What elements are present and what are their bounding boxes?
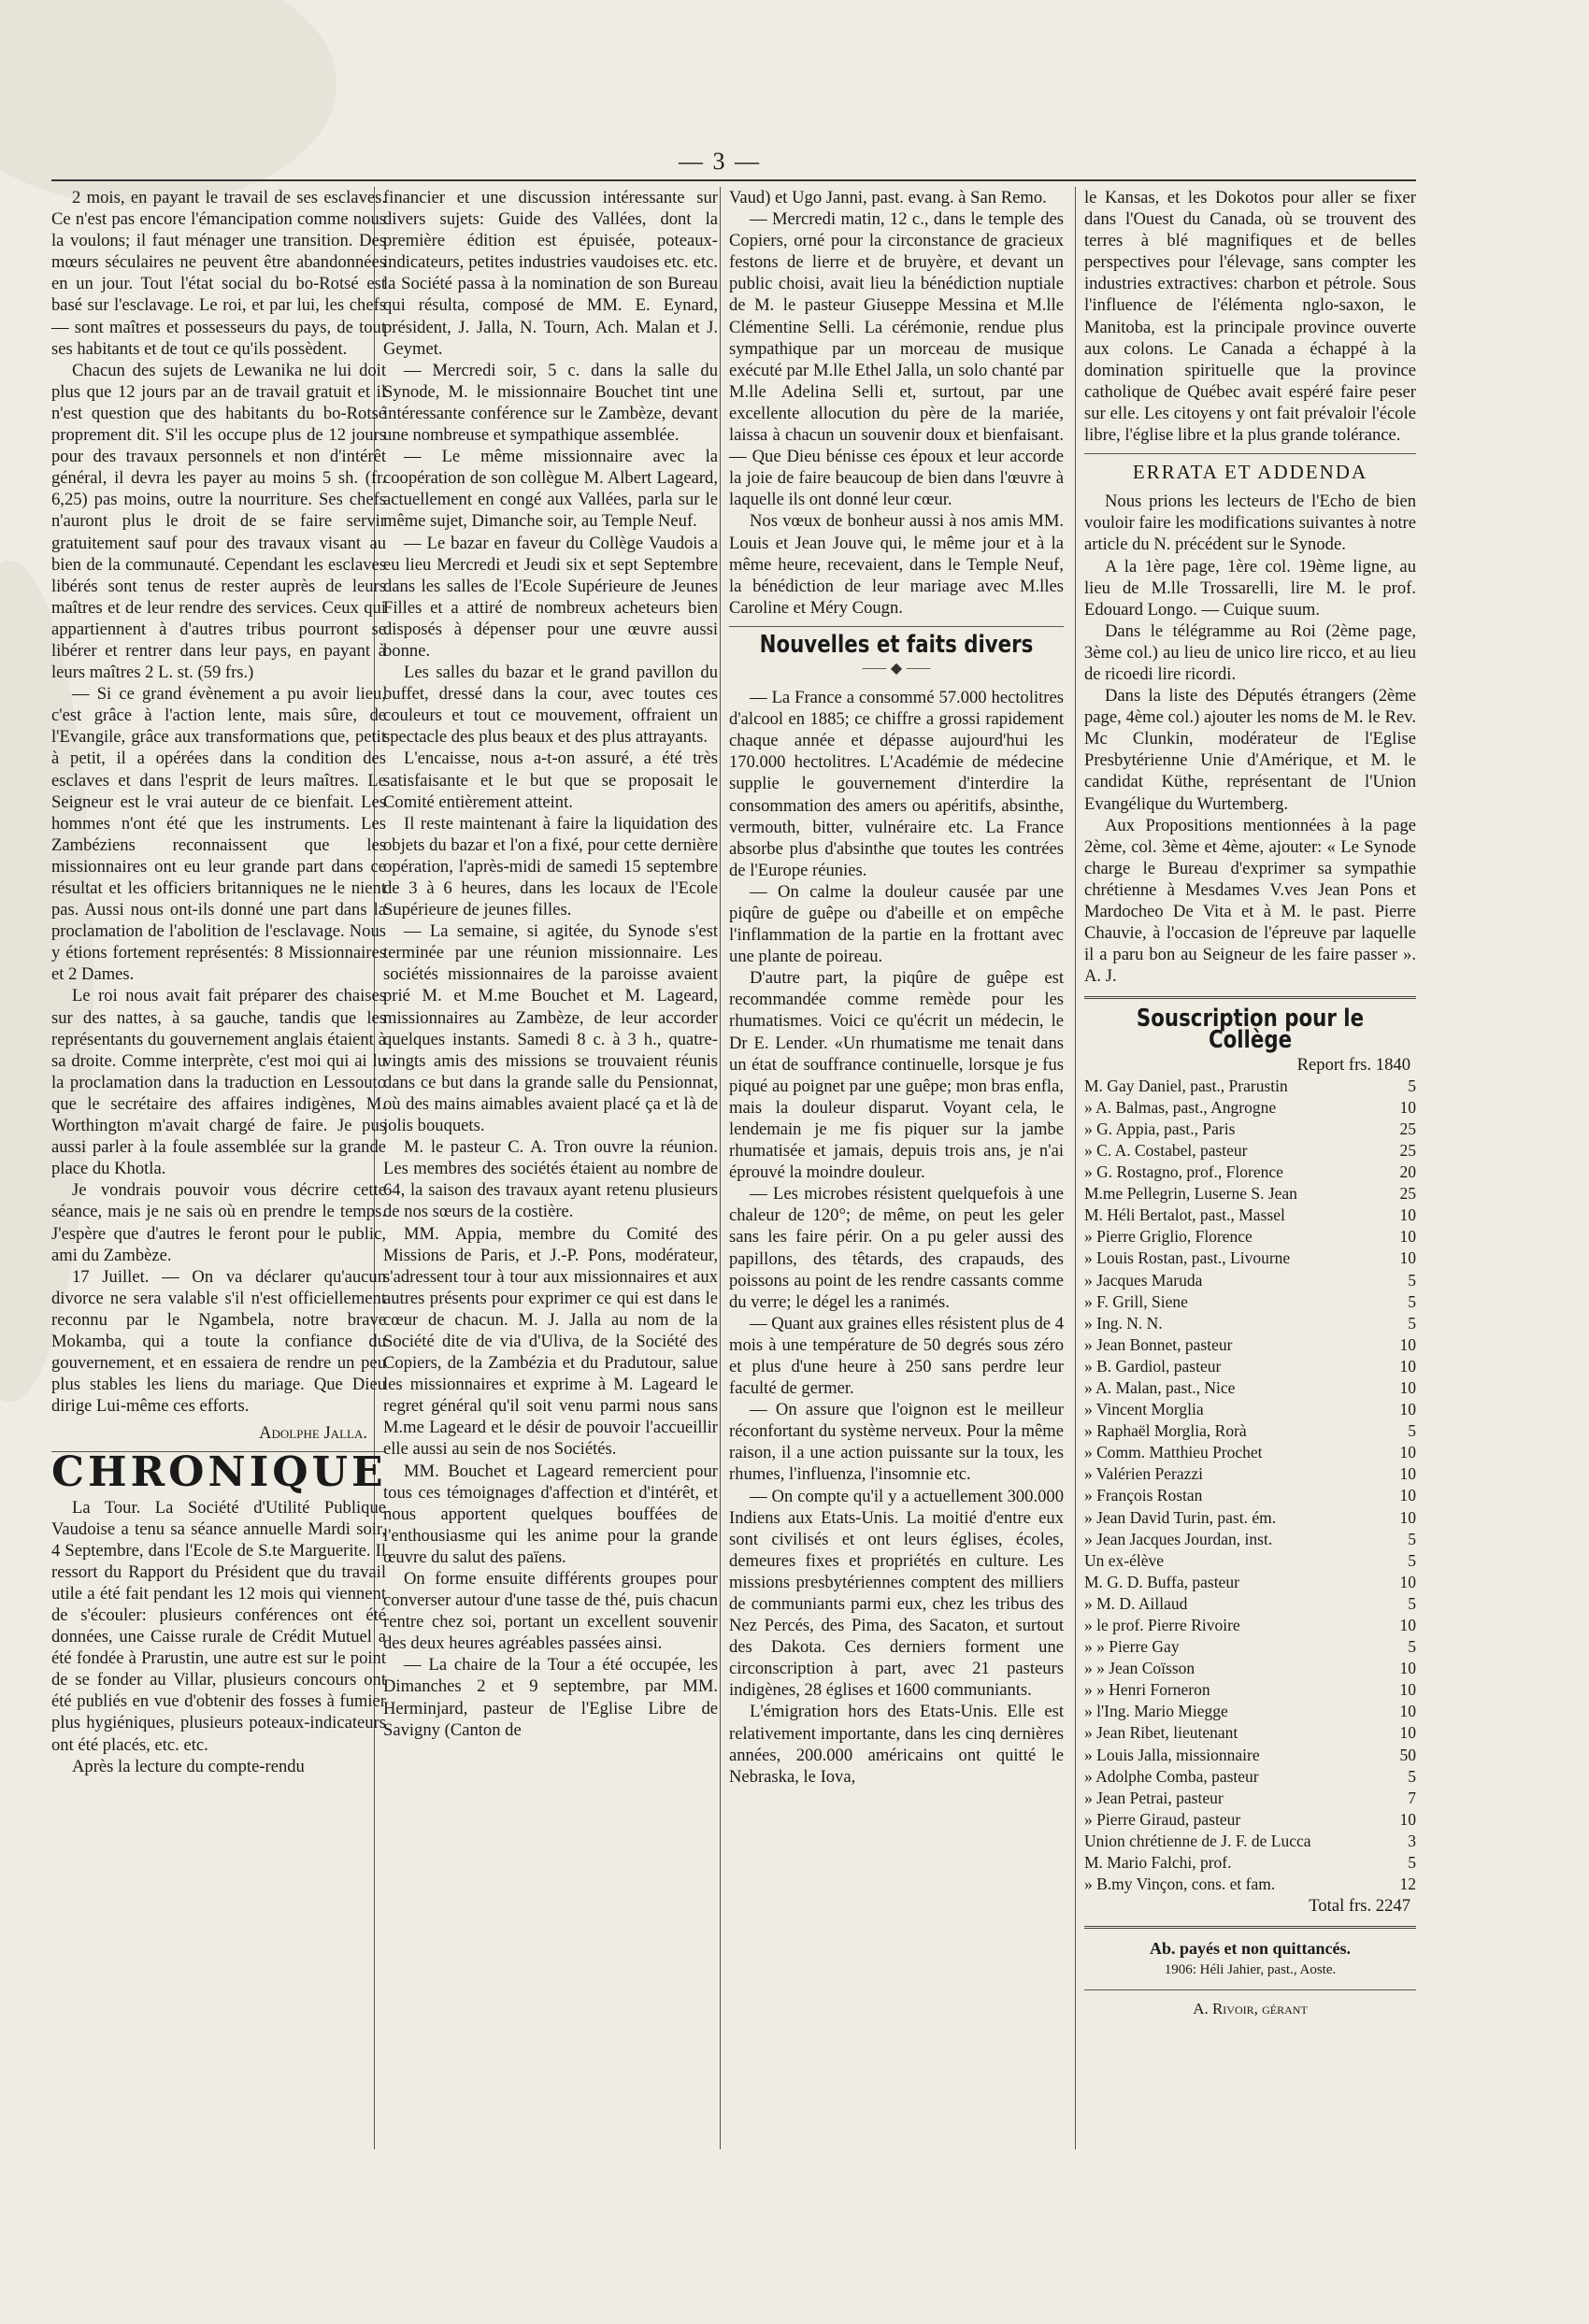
article-paragraph: L'encaisse, nous a-t-on assuré, a été très satisfaisante et le but que se proposait le Comité entièrement atteint. [383,749,718,812]
ornament-divider: ⸺ ◆ ⸺ [861,660,932,677]
subscription-amount: 10 [1399,1227,1416,1247]
subscription-row [1084,1183,1416,1205]
subscription-amount: 10 [1399,1334,1416,1354]
subscriber-name: » Louis Jalla, missionnaire [1084,1745,1260,1764]
subscriber-name: » Jean Petrai, pasteur [1084,1788,1224,1807]
subscriber-name: » Valérien Perazzi [1084,1464,1203,1484]
subscriber-name: » B.my Vinçon, cons. et fam. [1084,1875,1276,1894]
column-2 [383,187,718,1741]
subscription-amount: 10 [1399,1809,1416,1829]
subscription-row [1084,1140,1416,1162]
subscriber-name: » F. Grill, Siene [1084,1291,1188,1311]
article-paragraph: Nos vœux de bonheur aussi à nos amis MM. Louis et Jean Jouve qui, le même jour et à la même heure, recevaient, dans le Temple Neuf, la bénédiction de leur mariage avec M.lles Caroline et Méry Cougn. [729,511,1064,618]
subscriber-name: » Louis Rostan, past., Livourne [1084,1248,1291,1268]
subscription-amount: 10 [1399,1659,1416,1678]
subscription-row [1084,1420,1416,1442]
subscription-amount: 50 [1399,1745,1416,1764]
subscriber-name: » G. Appia, past., Paris [1084,1119,1236,1138]
subscription-row [1084,1593,1416,1615]
article-paragraph: financier et une discussion intéressante sur divers sujets: Guide des Vallées, dont la première édition est épuisée, poteaux-indicateurs, petites industries vaudoises etc. etc. la Société passa à la nomination de son Bureau qui résulta, composé de MM. E. Eynard, président, J. Jalla, N. Tourn, Ach. Malan et J. Geymet. [383,188,718,359]
subscriber-name: » » Henri Forneron [1084,1680,1210,1700]
chronique-paragraph: Après la lecture du compte-rendu [72,1756,305,1776]
section-rule [1084,996,1416,999]
report-line: Report frs. 1840 [1296,1054,1410,1075]
subscriber-name: M.me Pellegrin, Luserne S. Jean [1084,1184,1297,1204]
errata-heading: ERRATA ET ADDENDA [1132,461,1368,484]
article-paragraph: — Mercredi soir, 5 c. dans la salle du Synode, M. le missionnaire Bouchet tint une intéressante conférence sur le Zambèze, devant une nombreuse et sympathique assemblée. [383,360,718,446]
nouvelles-heading: Nouvelles et faits divers [759,630,1034,659]
subscription-amount: 12 [1399,1875,1416,1894]
subscription-amount: 5 [1408,1313,1416,1333]
section-rule [1084,1989,1416,1990]
subscription-row [1084,1076,1416,1097]
subscription-row [1084,1507,1416,1529]
subscription-row [1084,1722,1416,1744]
article-paragraph: MM. Bouchet et Lageard remercient pour tous ces témoignages d'affection et d'intérêt, et nous apportent quelques bouffées de l'enthousiasme qui les anime pour la grande œuvre du salut des païens. [383,1461,718,1567]
section-rule [1084,1926,1416,1929]
header-rule [51,179,1416,181]
subscription-amount: 25 [1399,1184,1416,1204]
subscription-list [1084,1076,1416,1896]
subscription-amount: 10 [1399,1616,1416,1634]
article-paragraph: MM. Appia, membre du Comité des Missions de Paris, et J.-P. Pons, modérateur, s'adressent tour à tour aux missionnaires et aux autres présents pour exprimer ce qui est dans le cœur de chacun. M. J. Jalla au nom de la Société dite de via d'Uliva, de la Société des Copiers, de la Zambézia et du Pradutour, salue les missionnaires et exprime à M. Lageard le regret général qu'il soit venu parmi nous sans M.me Lageard et le désir de pouvoir l'accueillir elle aussi au sein de nos Sociétés. [383,1223,718,1460]
subscription-amount: 10 [1399,1400,1416,1419]
subscriber-name: Union chrétienne de J. F. de Lucca [1084,1831,1311,1850]
subscription-amount: 25 [1399,1140,1416,1160]
subscription-amount: 10 [1399,1377,1416,1397]
subscription-row [1084,1313,1416,1334]
subscription-row [1084,1788,1416,1809]
column-1 [51,187,386,1777]
subscription-row [1084,1766,1416,1788]
subscriber-name: » Jean David Turin, past. ém. [1084,1507,1277,1527]
subscription-amount: 5 [1408,1637,1416,1657]
subscription-amount: 7 [1408,1788,1416,1807]
subscriber-name: » François Rostan [1084,1486,1203,1505]
subscriber-name: M. G. D. Buffa, pasteur [1084,1572,1239,1591]
subscription-row [1084,1226,1416,1248]
subscription-row [1084,1097,1416,1119]
subscriber-name: » A. Malan, past., Nice [1084,1377,1236,1397]
subscription-amount: 5 [1408,1270,1416,1290]
subscription-row [1084,1874,1416,1895]
subscription-row [1084,1831,1416,1852]
subscription-amount: 10 [1399,1205,1416,1225]
subscription-row [1084,1119,1416,1140]
article-paragraph: M. le pasteur C. A. Tron ouvre la réunion. Les membres des sociétés étaient au nombre de 64, la saison des travaux ayant retenu plusieurs de nos sœurs de la costière. [383,1137,718,1222]
subscriber-name: » G. Rostagno, prof., Florence [1084,1162,1283,1182]
article-paragraph: — La semaine, si agitée, du Synode s'est terminée par une réunion missionnaire. Les sociétés missionnaires de la paroisse avaient prié M. et M.me Bouchet et M. Lageard, missionnaires au Zambèze, de leur accorder quelques instants. Samedi 8 c. à 3 h., quatre-vingts amis des missions se trouvaient réunis dans ce but dans la grande salle du Pensionnat, où des mains aimables avaient placé ça et là de jolis bouquets. [383,921,718,1136]
subscription-row [1084,1745,1416,1766]
nouvelles-paragraph: L'émigration hors des Etats-Unis. Elle est relativement importante, dans les cinq dernières années, 200.000 américains ont quitté le Nebraska, le Iova, [729,1702,1064,1787]
column-divider [1075,187,1076,2149]
subscription-amount: 5 [1408,1550,1416,1570]
subscriber-name: » Jean Jacques Jourdan, inst. [1084,1529,1273,1548]
nouvelles-paragraph: — Quant aux graines elles résistent plus de 4 mois à une température de 50 degrés sous zéro et plus d'une heure à 250 sans perdre leur faculté de germer. [729,1313,1064,1399]
subscriber-name: » Pierre Griglio, Florence [1084,1227,1253,1247]
subscription-row [1084,1852,1416,1874]
errata-paragraph: A la 1ère page, 1ère col. 19ème ligne, au lieu de M.lle Trossarelli, lire M. le prof. Edouard Longo. — Cuique suum. [1084,556,1416,620]
souscription-heading: Souscription pour le Collège [1136,1005,1365,1055]
subscriber-name: » B. Gardiol, pasteur [1084,1356,1222,1376]
subscription-amount: 10 [1399,1507,1416,1527]
column-3 [729,187,1064,1788]
subscriber-name: » Vincent Morglia [1084,1400,1204,1419]
chronique-heading: CHRONIQUE [51,1448,387,1497]
subscription-amount: 5 [1408,1593,1416,1613]
subscription-amount: 5 [1408,1853,1416,1873]
subscriber-name: » » Jean Coïsson [1084,1659,1195,1678]
subscription-row [1084,1679,1416,1701]
subscription-amount: 5 [1408,1291,1416,1311]
nouvelles-paragraph: — La France a consommé 57.000 hectolitres d'alcool en 1885; ce chiffre a grossi rapidement chaque année et dépasse aujourd'hui les 170.000 hectolitres. L'Académie de médecine supplie le gouvernement d'interdire la consommation des amers ou apéritifs, absinthe, vermouth, bitter, vulnéraire etc. La France absorbe plus d'absinthe que toutes les contrées de l'Europe réunies. [729,688,1064,880]
nouvelles-paragraph: — On calme la douleur causée par une piqûre de guêpe ou d'abeille et on empêche l'inflammation de la partie en la frottant avec une plante de poireau. [729,881,1064,967]
errata-paragraph: Nous prions les lecteurs de l'Echo de bien vouloir faire les modifications suivantes à notre article du N. précédent sur le Synode. [1084,492,1416,555]
article-paragraph: — La chaire de la Tour a été occupée, les Dimanches 2 et 9 septembre, par MM. Herminjard, pasteur de l'Eglise Libre de Savigny (Canton de [383,1655,718,1740]
subscription-amount: 10 [1399,1356,1416,1376]
subscription-row [1084,1701,1416,1722]
subscription-row [1084,1356,1416,1377]
article-paragraph: le Kansas, et les Dokotos pour aller se fixer dans l'Ouest du Canada, où se trouvent des terres à blé magnifiques et de belles perspectives pour l'élevage, sans compter les industries extractives: charbon et pétrole. Sous l'influence de l'élémenta nglo-saxon, le Manitoba, est la principale province ouverte aux colons. Le Canada a échappé à la domination spirituelle que la province catholique de Québec avait espéré faire peser sur elle. Les citoyens y ont fait prévaloir l'école libre, l'église libre et la plus grande tolérance. [1084,188,1416,446]
subscriber-name: » Jean Ribet, lieutenant [1084,1723,1238,1743]
subscription-row [1084,1248,1416,1269]
subscription-amount: 10 [1399,1702,1416,1721]
subscriber-name: » Jacques Maruda [1084,1270,1203,1290]
article-paragraph: — Mercredi matin, 12 c., dans le temple des Copiers, orné pour la circonstance de gracieux festons de lierre et de bruyère, et devant un public choisi, avait lieu la bénédiction nuptiale de M. le pasteur Giuseppe Messina et M.lle Clémentine Selli. La cérémonie, rendue plus sympathique par un morceau de musique exécuté par M.lle Ethel Jalla, un solo chanté par M.lle Adelina Selli et, surtout, par une excellente allocution du père de la mariée, laissa à chacun un souvenir doux et bienfaisant. — Que Dieu bénisse ces époux et leur accorde la joie de faire beaucoup de bien dans l'œuvre à laquelle ils ont donné leur cœur. [729,209,1064,510]
article-paragraph: — Si ce grand évènement a pu avoir lieu, c'est grâce à l'action lente, mais sûre, de l'Evangile, grâce aux transformations que, petit à petit, il a opérées dans la condition des esclaves et dans l'esprit de leurs maîtres. Le Seigneur est le vrai auteur de ce bienfait. Les hommes n'ont été que les instruments. Les Zambéziens reconnaissent que les missionnaires ont eu leur grande part dans ce résultat et les officiers britanniques ne le nient pas. Aussi nous ont-ils donné une part dans la proclamation de l'abolition de l'esclavage. Nous y étions fortement représentés: 8 Missionnaires et 2 Dames. [51,684,386,985]
subscription-row [1084,1463,1416,1485]
subscription-amount: 5 [1408,1766,1416,1786]
article-paragraph: Vaud) et Ugo Janni, past. evang. à San Remo. [729,188,1047,207]
nouvelles-paragraph: — On assure que l'oignon est le meilleur réconfortant du système nerveux. Pour la même raison, il a une action puissante sur la toux, les rhumes, l'influenza, l'insomnie etc. [729,1400,1064,1485]
subscriber-name: » l'Ing. Mario Miegge [1084,1702,1228,1721]
subscription-amount: 25 [1399,1119,1416,1138]
subscription-amount: 5 [1408,1076,1416,1095]
errata-paragraph: Aux Propositions mentionnées à la page 2ème, col. 3ème et 4ème, ajouter: « Le Synode charge le Bureau d'exprimer sa sympathie chrétienne à Mesdames V.ves Jean Pons et Mardocheo De Vita et à M. le past. Pierre Chauvie, à l'occasion de l'épreuve par laquelle il a paru bon au Seigneur de les faire passer ». A. J. [1084,815,1416,987]
subscriber-name: » Jean Bonnet, pasteur [1084,1334,1233,1354]
subscriber-name: Un ex-élève [1084,1550,1165,1570]
subscription-row [1084,1572,1416,1593]
subscription-amount: 10 [1399,1680,1416,1700]
subscriber-name: » M. D. Aillaud [1084,1593,1188,1613]
subscriber-name: » Comm. Matthieu Prochet [1084,1443,1263,1462]
subscription-row [1084,1809,1416,1831]
payments-heading: Ab. payés et non quittancés. [1149,1939,1352,1959]
nouvelles-paragraph: — Les microbes résistent quelquefois à une chaleur de 120°; de même, on peut les geler sans les faire périr. On a pu geler aussi des papillons, des têtards, des crapauds, des poissons au point de les rendre cassants comme du verre; le dégel les a ranimés. [729,1184,1064,1312]
subscriber-name: » Pierre Giraud, pasteur [1084,1809,1241,1829]
section-rule [1084,453,1416,454]
payments-line: 1906: Héli Jahier, past., Aoste. [1164,1962,1337,1978]
subscription-amount: 3 [1408,1831,1416,1850]
subscription-row [1084,1377,1416,1399]
subscription-row [1084,1399,1416,1420]
subscription-amount: 10 [1399,1723,1416,1743]
chronique-paragraph: La Tour. La Société d'Utilité Publique Vaudoise a tenu sa séance annuelle Mardi soir, 4 Septembre, dans l'Ecole de S.te Marguerite. Il ressort du Rapport du Président que du travail utile a été fait pendant les 12 mois qui viennent de s'écouler: plusieurs conférences ont été données, une Caisse rurale de Crédit Mutuel a été fondée à Prarustin, une autre est sur le point de se fonder au Villar, plusieurs concours ont été publiés en vue d'obtenir des fosses à fumier plus hygiéniques, plusieurs poteaux-indicateurs ont été placés, etc. etc. [51,1497,386,1755]
nouvelles-paragraph: D'autre part, la piqûre de guêpe est recommandée comme remède pour les rhumatismes. Voici ce qu'écrit un médecin, le Dr E. Lender. «Un rhumatisme me tenait dans un état de souffrance continuelle, lorsque je fus piqué au poignet par une guêpe; mon bras enfla, mais la douleur disparut. Voyant cela, le lendemain je me fis piquer sur la jambe rhumatisée et jamais, depuis trois ans, je n'ai éprouvé la moindre douleur. [729,968,1064,1183]
article-paragraph: — Le même missionnaire avec la coopération de son collègue M. Albert Lageard, actuellement en congé aux Vallées, parla sur le même sujet, Dimanche soir, au Temple Neuf. [383,447,718,532]
subscription-row [1084,1550,1416,1572]
nouvelles-paragraph: — On compte qu'il y a actuellement 300.000 Indiens aux Etats-Unis. La moitié d'entre eux sont civilisés et ont leurs églises, écoles, demeures fixes et propriétés en culture. Les missions presbytériennes comptent des milliers de communiants parmi eux, chez les tribus des Nez Percés, des Pima, des Sacaton, et surtout des Dakota. Ces derniers forment une circonscription à part, avec 21 pasteurs indigènes, 28 églises et 1600 communiants. [729,1486,1064,1701]
article-paragraph: Je vondrais pouvoir vous décrire cette séance, mais je ne sais où en prendre le temps. J'espère que d'autres le feront pour le public, ami du Zambèze. [51,1180,386,1265]
subscriber-name: M. Gay Daniel, past., Prarustin [1084,1076,1288,1095]
subscriber-name: M. Mario Falchi, prof. [1084,1853,1232,1873]
subscription-row [1084,1291,1416,1313]
subscription-row [1084,1636,1416,1658]
subscription-row [1084,1615,1416,1636]
subscriber-name: » Adolphe Comba, pasteur [1084,1766,1259,1786]
gerant-signature: A. Rivoir, gérant [1193,1999,1308,2017]
subscription-row [1084,1270,1416,1291]
subscriber-name: » Raphaël Morglia, Rorà [1084,1421,1247,1441]
column-4 [1084,187,1416,2019]
article-paragraph: Le roi nous avait fait préparer des chaises sur des nattes, à sa gauche, tandis que les représentants du gouvernement anglais étaient à sa droite. Comme interprète, c'est moi qui ai lu la proclamation dans la traduction en Lessouto que le secrétaire des affaires indigènes, M. Worthington m'avait chargé de faire. Je pus aussi parler à la foule assemblée sur la grande place du Khotla. [51,986,386,1179]
page-number: — 3 — [679,148,761,175]
article-paragraph: 17 Juillet. — On va déclarer qu'aucun divorce ne sera valable s'il n'est officiellement reconnu par le Ngambela, notre brave Mokamba, qui a toute la confiance du gouvernement, et en essaiera de rendre un peu plus stables les liens du mariage. Que Dieu dirige Lui-même ces efforts. [51,1266,386,1417]
section-rule [729,626,1064,627]
total-line: Total frs. 2247 [1309,1896,1410,1917]
subscription-row [1084,1442,1416,1463]
article-signature: Adolphe Jalla. [259,1423,367,1444]
subscription-amount: 10 [1399,1097,1416,1117]
subscription-amount: 10 [1399,1572,1416,1591]
column-divider [720,187,721,2149]
article-paragraph: On forme ensuite différents groupes pour converser autour d'une tasse de thé, puis chacun rentre chez soi, portant un excellent souvenir des deux heures agréables passées ainsi. [383,1569,718,1654]
article-paragraph: Les salles du bazar et le grand pavillon du buffet, dressé dans la cour, avec toutes ces couleurs et tout ce mouvement, offraient un spectacle des plus beaux et des plus attrayants. [383,663,718,748]
subscriber-name: » C. A. Costabel, pasteur [1084,1140,1248,1160]
subscription-row [1084,1334,1416,1356]
article-paragraph: 2 mois, en payant le travail de ses esclaves. Ce n'est pas encore l'émancipation comme nous la voulons; il faut ménager une transition. Des mœurs séculaires ne peuvent être abandonnées en un jour. Tout l'état social du bo-Rotsé est basé sur l'esclavage. Le roi, et par lui, les chefs — sont maîtres et possesseurs du pays, de tout ses habitants et de tout ce qu'ils possèdent. [51,188,386,359]
subscriber-name: M. Héli Bertalot, past., Massel [1084,1205,1285,1225]
subscriber-name: » le prof. Pierre Rivoire [1084,1616,1240,1634]
subscription-row [1084,1162,1416,1183]
subscriber-name: » A. Balmas, past., Angrogne [1084,1097,1277,1117]
subscription-row [1084,1485,1416,1506]
subscription-amount: 5 [1408,1529,1416,1548]
subscriber-name: » » Pierre Gay [1084,1637,1180,1657]
article-paragraph: — Le bazar en faveur du Collège Vaudois a eu lieu Mercredi et Jeudi six et sept Septembre dans les salles de l'Ecole Supérieure de Jeunes Filles et a attiré de nombreux acheteurs bien disposés à dépenser pour une œuvre aussi bonne. [383,533,718,661]
subscription-row [1084,1529,1416,1550]
subscription-amount: 10 [1399,1248,1416,1268]
subscription-amount: 20 [1399,1162,1416,1182]
subscription-row [1084,1205,1416,1226]
subscriber-name: » Ing. N. N. [1084,1313,1163,1333]
errata-paragraph: Dans le télégramme au Roi (2ème page, 3ème col.) au lieu de unico lire ricco, et au lieu de ricoedi lire ricordi. [1084,620,1416,684]
subscription-amount: 5 [1408,1421,1416,1441]
subscription-row [1084,1658,1416,1679]
article-paragraph: Il reste maintenant à faire la liquidation des objets du bazar et l'on a fixé, pour cette dernière opération, l'après-midi de samedi 15 septembre de 3 à 6 heures, dans les locaux de l'Ecole Supérieure de jeunes filles. [383,813,718,920]
article-paragraph: Chacun des sujets de Lewanika ne lui doit plus que 12 jours par an de travail gratuit et il n'est question que des habitants du bo-Rotsé proprement dit. S'il les occupe plus de 12 jours pour des travaux personnels et non d'intérêt général, il devra les payer au moins 5 sh. (fr. 6,25) pas moins, outre la nourriture. Ses chefs n'auront plus le droit de se faire servir gratuitement sauf pour des travaux visant au bien de la communauté. Cependant les esclaves libérés sont tenus de rester auprès de leurs maîtres et de leur rendre des services. Ceux qui appartiennent à d'autres tribus pourront se libérer et rentrer dans leur pays, en payant à leurs maîtres 2 L. st. (59 frs.) [51,360,386,683]
subscription-amount: 10 [1399,1486,1416,1505]
errata-paragraph: Dans la liste des Députés étrangers (2ème page, 4ème col.) ajouter les noms de M. le Rev. Mc Clunkin, modérateur de l'Eglise Presbytérienne Unie d'Amérique, et M. le candidat Küthe, représentant de l'Union Evangélique du Wurtemberg. [1084,686,1416,814]
subscription-amount: 10 [1399,1464,1416,1484]
subscription-amount: 10 [1399,1443,1416,1462]
